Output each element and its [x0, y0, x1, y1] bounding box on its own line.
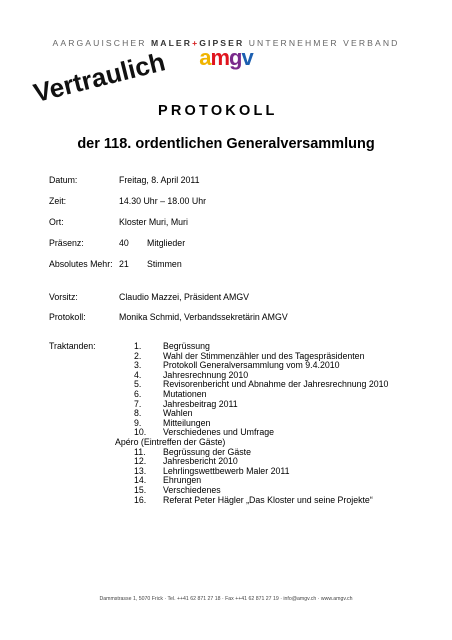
agenda-item-text: Protokoll Generalversammlung vom 9.4.2010 [163, 360, 340, 371]
agenda-item-number: 13. [134, 465, 147, 476]
agenda-item-number: 5. [134, 379, 142, 390]
praesenz-label: Präsenz: [49, 238, 84, 248]
agenda-label: Traktanden: [49, 341, 96, 351]
logo-letter-g: g [229, 45, 242, 70]
logo-letter-m: m [210, 45, 230, 70]
agenda-item-number: 14. [134, 475, 147, 486]
document-title: PROTOKOLL [158, 103, 278, 119]
zeit-label: Zeit: [49, 196, 67, 206]
org-name-maler: MALER [151, 38, 193, 48]
agenda-item-number: 1. [134, 341, 142, 351]
agenda-item-number: 4. [134, 369, 142, 380]
info-row-zeit [49, 196, 207, 206]
agenda-item-number: 12. [134, 456, 147, 467]
agenda-item-text: Referat Peter Hägler „Das Kloster und seine Projekte“ [163, 494, 373, 505]
agenda-item-number: 15. [134, 485, 147, 495]
org-name-plus: + [192, 38, 200, 48]
agenda-item-number: 16. [134, 494, 147, 505]
praesenz-number: 40 [119, 238, 129, 248]
agenda-item-text: Wahl der Stimmenzähler und des Tagespräsidenten [163, 350, 365, 361]
agenda-item-text: Lehrlingswettbewerb Maler 2011 [163, 465, 290, 476]
agenda-item-number: 10. [134, 427, 147, 438]
org-name-gipser: GIPSER [199, 38, 245, 48]
amgv-logo [0, 47, 452, 69]
logo-letter-a: a [199, 45, 211, 70]
mehr-number: 21 [119, 259, 129, 269]
document-subtitle: der 118. ordentlichen Generalversammlung [77, 136, 375, 152]
footer-address: Dammstrasse 1, 5070 Frick · Tel. ++41 62 871 27 18 · Fax ++41 62 871 27 19 · info@amgv.ch · www.amgv.ch [99, 596, 353, 602]
agenda-item-number: 3. [134, 360, 142, 371]
agenda-item-text: Begrüssung [163, 341, 210, 351]
info-row-ort [49, 217, 188, 227]
logo-letter-v: v [241, 45, 253, 70]
agenda-item-number: 2. [134, 350, 142, 361]
agenda-item-text: Jahresbeitrag 2011 [163, 398, 238, 409]
ort-label: Ort: [49, 217, 64, 227]
agenda-item-text: Wahlen [163, 408, 193, 419]
org-name-part1: AARGAUISCHER [52, 38, 151, 48]
agenda-item-text: Begrüssung der Gäste [163, 446, 252, 457]
info-row-vorsitz [49, 292, 250, 302]
agenda-item-text: Revisorenbericht und Abnahme der Jahresrechnung 2010 [163, 379, 389, 390]
agenda-item-number: 7. [134, 398, 142, 409]
agenda-item-number: 11. [134, 446, 146, 457]
info-row-praesenz [49, 238, 186, 248]
agenda-item-text: Jahresbericht 2010 [163, 456, 238, 467]
info-row-absolutes-mehr [49, 259, 182, 269]
confidential-stamp: Vertraulich [30, 46, 169, 109]
org-name-part2: UNTERNEHMER VERBAND [244, 38, 400, 48]
agenda-item-text: Mitteilungen [163, 417, 211, 428]
agenda-item-text: Verschiedenes und Umfrage [163, 427, 275, 438]
agenda-item-text: Verschiedenes [163, 485, 221, 495]
agenda-item-number: 9. [134, 417, 142, 428]
agenda-item-text: Jahresrechnung 2010 [163, 369, 249, 380]
datum-label: Datum: [49, 175, 78, 185]
datum-value: Freitag, 8. April 2011 [119, 175, 200, 185]
agenda-item-text: Mutationen [163, 389, 207, 399]
info-row-datum [49, 175, 200, 185]
protokoll-value: Monika Schmid, Verbandssekretärin AMGV [119, 312, 288, 322]
praesenz-unit: Mitglieder [147, 238, 186, 248]
info-row-protokoll [49, 312, 288, 322]
ort-value: Kloster Muri, Muri [119, 217, 188, 227]
vorsitz-label: Vorsitz: [49, 292, 78, 302]
mehr-unit: Stimmen [147, 259, 182, 269]
agenda-item-number: 8. [134, 408, 142, 419]
protokoll-label: Protokoll: [49, 312, 86, 322]
apero-note: Apéro (Eintreffen der Gäste) [115, 437, 226, 447]
agenda-item-text: Ehrungen [163, 475, 202, 486]
mehr-label: Absolutes Mehr: [49, 259, 113, 269]
zeit-value: 14.30 Uhr – 18.00 Uhr [119, 196, 207, 206]
vorsitz-value: Claudio Mazzei, Präsident AMGV [119, 292, 250, 302]
agenda-item-number: 6. [134, 389, 142, 399]
